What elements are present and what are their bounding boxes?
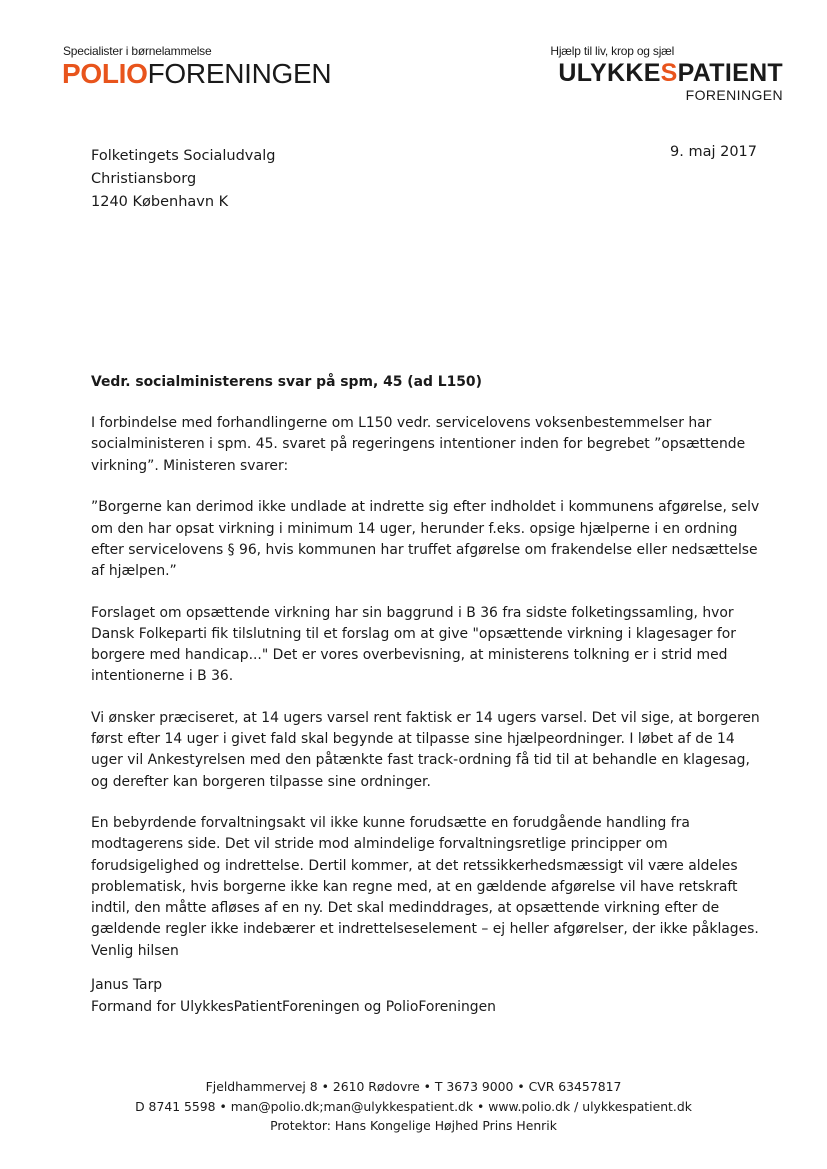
letter-paragraph: En bebyrdende forvaltningsakt vil ikke kunne forudsætte en forudgående handling fra modtagerens side. Det vil stride mod almindelige forvaltningsretlige principper om forudsigelighed og indrettelse. Dertil kommer, at det retssikkerhedsmæssigt vil være aldeles problematisk, hvis borgerne ikke kan regne med, at en gældende afgørelse vil have retskraft indtil, den måtte afløses af en ny. Det skal medinddrages, at opsættende virkning efter de gældende regler ikke indebærer et indrettelseselement – ej heller afgørelser, der ikke påklages.	[91, 815, 759, 938]
ulykkespatient-wordmark-part3: PATIENT	[677, 59, 783, 87]
footer-address-line: Fjeldhammervej 8 • 2610 Rødovre • T 3673 9000 • CVR 63457817	[205, 1079, 622, 1094]
ulykkespatient-logo	[550, 44, 783, 103]
recipient-line-1: Folketingets Socialudvalg	[91, 148, 276, 164]
letter-paragraph: I forbindelse med forhandlingerne om L150 vedr. servicelovens voksenbestemmelser har socialministeren i spm. 45. svaret på regeringens intentioner inden for begrebet ”opsættende virkning”. Ministeren svarer:	[91, 415, 746, 474]
ulykkespatient-wordmark-sub: FORENINGEN	[685, 87, 783, 103]
letter-footer	[0, 1077, 827, 1136]
footer-contact-line: D 8741 5598 • man@polio.dk;man@ulykkespatient.dk • www.polio.dk / ulykkespatient.dk	[135, 1098, 692, 1114]
recipient-line-3: 1240 København K	[91, 194, 229, 210]
poliof-wordmark	[62, 60, 331, 88]
letter-paragraph: Vi ønsker præciseret, at 14 ugers varsel rent faktisk er 14 ugers varsel. Det vil sige, at borgeren først efter 14 uger i givet fald skal begynde at tilpasse sine hjælpeordninger. I løbet af de 14 uger vil Ankestyrelsen med den påtænkte fast track-ordning få tid til at behandle en klagesag, og derefter kan borgeren tilpasse sine ordninger.	[91, 709, 760, 790]
poliof-logo	[62, 44, 331, 88]
letter-subject: Vedr. socialministerens svar på spm, 45 (ad L150)	[91, 374, 482, 390]
letter-paragraph: ”Borgerne kan derimod ikke undlade at indrette sig efter indholdet i kommunens afgørelse, selv om den har opsat virkning i minimum 14 uger, herunder f.eks. opsige hjælperne i en ordning efter servicelovens § 96, hvis kommunen har truffet afgørelse om frakendelse eller nedsættelse af hjælpen.”	[91, 499, 760, 579]
poliof-tagline: Specialister i børnelammelse	[63, 44, 212, 58]
poliof-wordmark-rest: FORENINGEN	[147, 58, 332, 89]
signer-name: Janus Tarp	[91, 977, 163, 993]
signature-block	[91, 974, 496, 1018]
footer-patron-line: Protektor: Hans Kongelige Højhed Prins Henrik	[270, 1118, 557, 1133]
recipient-address	[91, 145, 276, 214]
letter-date: 9. maj 2017	[670, 144, 757, 160]
recipient-line-2: Christiansborg	[91, 171, 197, 187]
letter-body	[91, 372, 761, 962]
ulykkespatient-wordmark-part2: S	[660, 59, 678, 87]
letter-paragraph: Forslaget om opsættende virkning har sin baggrund i B 36 fra sidste folketingssamling, hvor Dansk Folkeparti fik tilslutning til et forslag om at give "opsættende virkning i klagesager for borgere med handicap..." Det er vores overbevisning, at ministerens tolkning er i strid med intentionerne i B 36.	[91, 604, 736, 685]
poliof-wordmark-accent: POLIO	[62, 58, 148, 89]
signer-title: Formand for UlykkesPatientForeningen og PolioForeningen	[91, 999, 496, 1015]
ulykkespatient-wordmark	[558, 60, 783, 86]
ulykkespatient-wordmark-part1: ULYKKE	[558, 59, 661, 87]
ulykkespatient-tagline: Hjælp til liv, krop og sjæl	[550, 44, 675, 58]
letter-closing: Venlig hilsen	[91, 942, 179, 959]
